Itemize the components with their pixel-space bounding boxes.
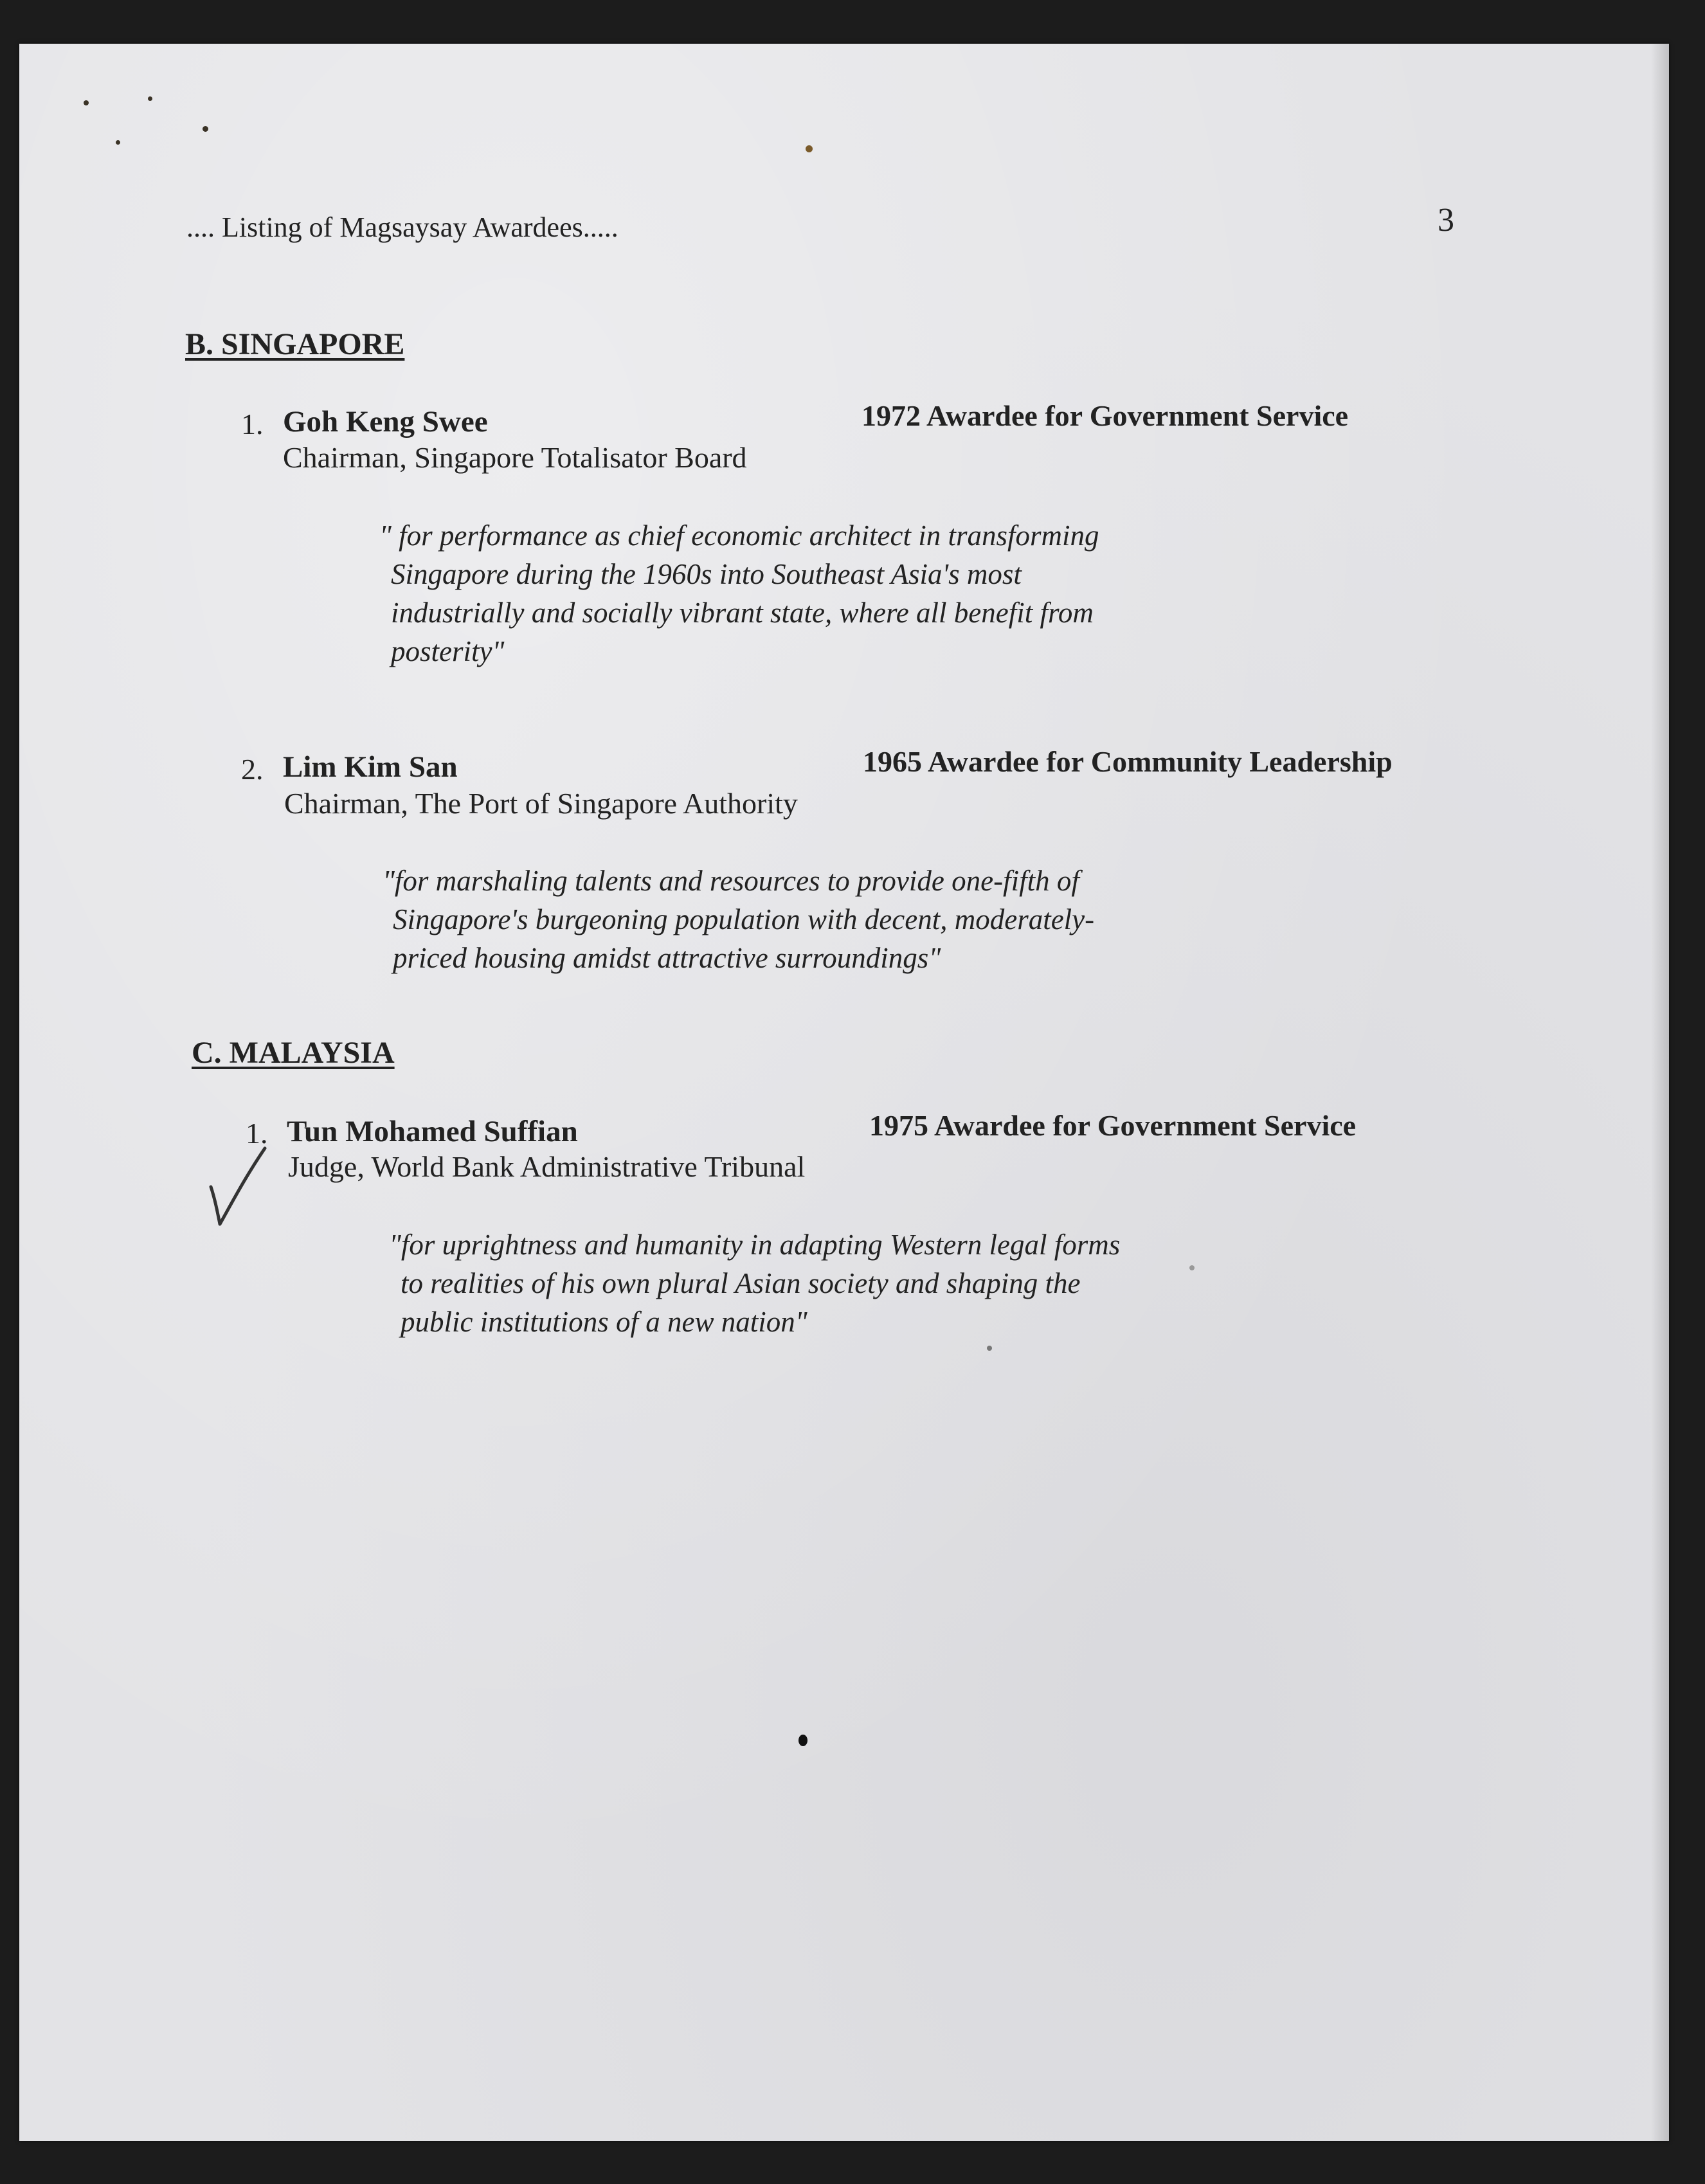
paper-speck	[806, 145, 813, 152]
citation-line: Singapore's burgeoning population with decent, moderately-	[393, 903, 1095, 935]
awardee-number: 2.	[241, 753, 264, 786]
paper-speck	[798, 1735, 807, 1746]
awardee-number: 1.	[246, 1117, 268, 1150]
document-page	[19, 44, 1669, 2141]
award-citation	[389, 1225, 1120, 1341]
award-citation	[383, 862, 1094, 977]
awardee-number: 1.	[241, 408, 264, 440]
awardee-name: Goh Keng Swee	[283, 405, 488, 438]
paper-speck	[987, 1346, 992, 1351]
award-title: 1975 Awardee for Government Service	[869, 1109, 1357, 1142]
paper-speck	[1189, 1265, 1195, 1270]
awardee-position: Judge, World Bank Administrative Tribunal	[288, 1150, 806, 1183]
citation-line: industrially and socially vibrant state, where all benefit from	[391, 597, 1094, 629]
citation-line: public institutions of a new nation"	[401, 1306, 807, 1338]
citation-line: priced housing amidst attractive surroundings"	[393, 942, 941, 974]
awardee-position: Chairman, The Port of Singapore Authority	[284, 787, 798, 820]
paper-speck	[84, 100, 89, 105]
awardee-position: Chairman, Singapore Totalisator Board	[283, 441, 747, 474]
awardee-name: Tun Mohamed Suffian	[287, 1115, 578, 1148]
citation-line: to realities of his own plural Asian society and shaping the	[401, 1267, 1081, 1299]
section-heading-singapore: B. SINGAPORE	[185, 327, 405, 361]
citation-line: "for uprightness and humanity in adapting Western legal forms	[389, 1229, 1121, 1261]
citation-line: Singapore during the 1960s into Southeast Asia's most	[391, 558, 1022, 590]
award-title: 1965 Awardee for Community Leadership	[863, 745, 1393, 778]
paper-speck	[203, 126, 208, 132]
page-edge-shadow	[1651, 44, 1669, 2141]
paper-speck	[148, 96, 152, 101]
paper-speck	[116, 140, 120, 145]
awardee-name: Lim Kim San	[283, 750, 458, 784]
citation-line: "for marshaling talents and resources to provide one-fifth of	[383, 865, 1079, 897]
award-title: 1972 Awardee for Government Service	[862, 399, 1349, 432]
document-header-title: .... Listing of Magsaysay Awardees.....	[186, 212, 618, 243]
section-heading-malaysia: C. MALAYSIA	[192, 1036, 395, 1070]
citation-line: " for performance as chief economic architect in transforming	[379, 519, 1099, 552]
citation-line: posterity"	[391, 635, 505, 667]
page-number: 3	[1438, 202, 1454, 239]
handwritten-checkmark-icon	[206, 1142, 283, 1232]
award-citation	[379, 516, 1099, 671]
